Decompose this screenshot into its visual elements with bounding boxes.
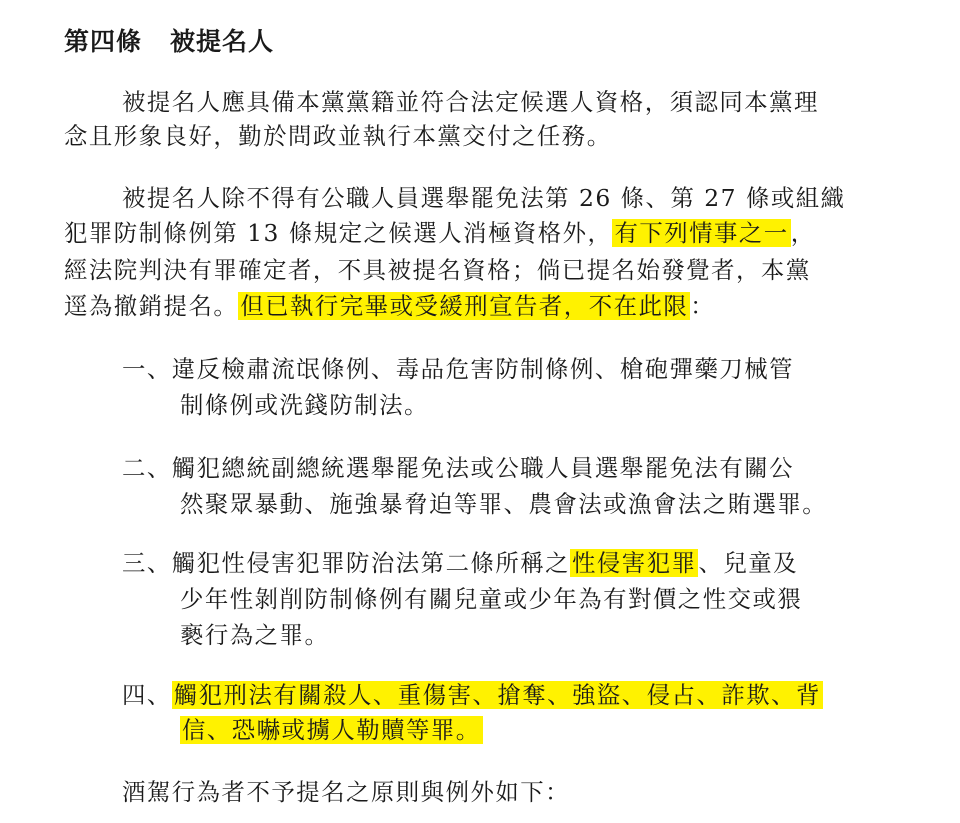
list-item-text: 觸犯性侵害犯罪防治法第二條所稱之 [171, 549, 571, 577]
list-item-3-cont2: 褻行為之罪。 [180, 621, 330, 649]
list-item-3-cont: 少年性剝削防制條例有關兒童或少年為有對價之性交或猥 [180, 585, 803, 613]
list-item-marker: 四、 [122, 681, 172, 709]
list-item-4-cont [180, 713, 483, 749]
list-item-text: 違反檢肅流氓條例、毒品危害防制條例、槍砲彈藥刀械管 [171, 355, 795, 383]
list-item-marker: 三、 [122, 549, 172, 577]
highlight-conditions: 有下列情事之一 [614, 219, 789, 247]
list-item-2-cont: 然聚眾暴動、施強暴脅迫等罪、農會法或漁會法之賄選罪。 [180, 490, 828, 518]
list-item-2 [122, 451, 794, 487]
para2-line4-text: 逕為撤銷提名。 [64, 292, 239, 320]
list-item-1 [122, 352, 794, 388]
para2-line4-punct: ： [690, 292, 716, 320]
list-item-marker: 一、 [122, 355, 172, 383]
list-item-marker: 二、 [122, 454, 172, 482]
para2-line2-punct: ， [790, 219, 816, 247]
list-item-text-end: 、兒童及 [698, 549, 799, 577]
article-heading [64, 26, 274, 58]
closing-line: 酒駕行為者不予提名之原則與例外如下： [122, 778, 571, 806]
article-title: 被提名人 [170, 27, 275, 56]
highlight-exception: 但已執行完畢或受緩刑宣告者，不在此限 [240, 292, 689, 320]
para1-line1: 被提名人應具備本黨黨籍並符合法定候選人資格，須認同本黨理 [122, 88, 819, 116]
para2-line2-text: 犯罪防制條例第 13 條規定之候選人消極資格外， [64, 219, 613, 247]
para2-line4 [64, 289, 715, 325]
para2-line3: 經法院判決有罪確定者，不具被提名資格；倘已提名始發覺者，本黨 [64, 256, 811, 284]
list-item-text: 觸犯總統副總統選舉罷免法或公職人員選舉罷免法有關公 [171, 454, 795, 482]
list-item-3 [122, 546, 798, 582]
para2-line2 [64, 216, 816, 252]
para1-line2: 念且形象良好，勤於問政並執行本黨交付之任務。 [64, 122, 612, 150]
highlight-criminal-offenses: 觸犯刑法有關殺人、重傷害、搶奪、強盜、侵占、詐欺、背 [173, 681, 821, 709]
article-number: 第四條 [64, 27, 143, 56]
highlight-criminal-offenses-cont: 信、恐嚇或擄人勒贖等罪。 [182, 716, 481, 744]
highlight-sexual-offense: 性侵害犯罪 [572, 549, 697, 577]
list-item-1-cont: 制條例或洗錢防制法。 [180, 391, 429, 419]
para2-line1: 被提名人除不得有公職人員選舉罷免法第 26 條、第 27 條或組織 [122, 184, 846, 212]
list-item-4 [122, 678, 823, 714]
